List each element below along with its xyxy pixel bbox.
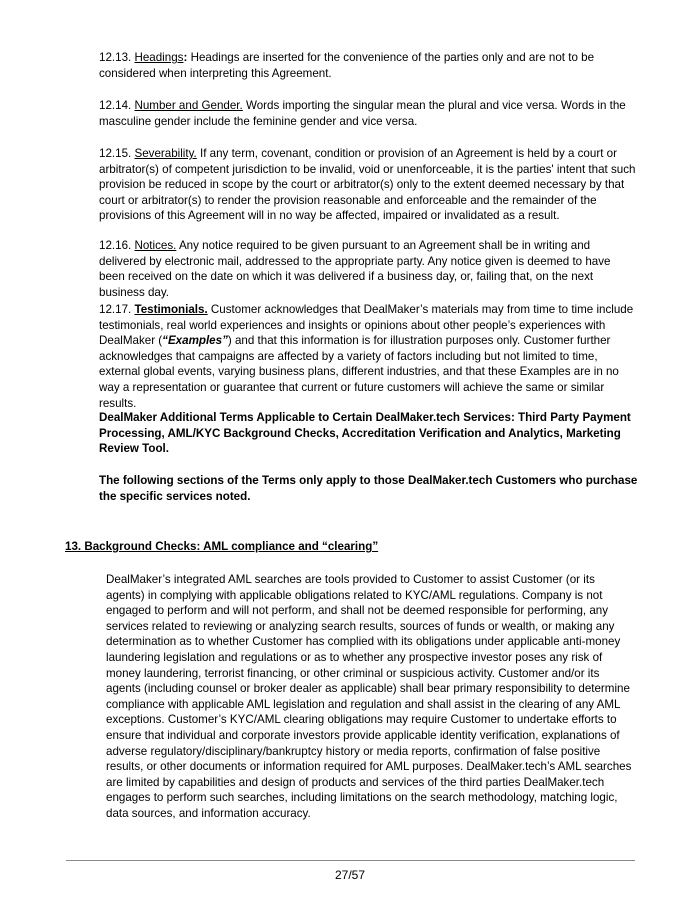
clause-heading: Headings — [134, 51, 184, 64]
clause-text: Headings are inserted for the convenience of the parties only and are not to be considered when interpreting this Agreement. — [99, 51, 595, 80]
clause-text: Any notice required to be given pursuant to an Agreement shall be in writing and delivered by electronic mail, addressed to the appropriate party. Any notice given is deemed to have been received on the date on which it was delivered if a business day, or, failing that, on the next business day. — [99, 239, 611, 299]
section-13-body: DealMaker’s integrated AML searches are tools provided to Customer to assist Customer (or its agents) in complying with applicable obligations related to KYC/AML regulations. Company is not engaged to perform and will not perform, and shall not be deemed responsible for performing, any services related to reviewing or analyzing search results, sources of funds or wealth, or making any determination as to whether Customer has complied with its obligations under applicable anti-money laundering legislation and regulations or as to whether any prospective investor poses any risk of money laundering, terrorist financing, or other criminal or suspicious activity. Customer and/or its agents (including counsel or broker dealer as applicable) shall bear primary responsibility to determine compliance with applicable AML legislation and regulation and shall assist in the clearing of any AML exceptions. Customer’s KYC/AML clearing obligations may require Customer to undertake efforts to ensure that individual and corporate investors provide applicable identity verification, explanations of adverse regulatory/disciplinary/bankruptcy history or media reports, confirmation of false positive results, or other documents or information required for AML purposes. DealMaker.tech’s AML searches are limited by capabilities and design of products and services of the third parties DealMaker.tech engages to perform such searches, including limitations on the search methodology, matching logic, data sources, and information accuracy. — [106, 573, 632, 820]
clause-number: 12.15. — [99, 147, 132, 160]
clause-12-14 — [99, 98, 639, 129]
clause-12-17 — [99, 302, 639, 411]
additional-terms-heading: DealMaker Additional Terms Applicable to Certain DealMaker.tech Services: Third Party Payment Processing, AML/KYC Background Checks, Accreditation Verification and Analytics, Marketing Review Tool. — [99, 411, 631, 456]
clause-heading: Number and Gender. — [134, 99, 243, 112]
section-13-heading: 13. Background Checks: AML compliance and “clearing” — [65, 540, 379, 553]
clause-12-13 — [99, 50, 639, 81]
clause-number: 12.17. — [99, 303, 132, 316]
clause-heading: Notices. — [134, 239, 177, 252]
clause-number: 12.14. — [99, 99, 132, 112]
clause-number: 12.13. — [99, 51, 132, 64]
clause-12-16 — [99, 238, 639, 300]
clause-heading: Severability. — [134, 147, 197, 160]
clause-number: 12.16. — [99, 239, 132, 252]
heading-colon: : — [183, 51, 188, 64]
clause-12-15 — [99, 146, 639, 224]
defined-term: “Examples” — [162, 334, 228, 348]
applicability-note: The following sections of the Terms only apply to those DealMaker.tech Customers who purchase the specific services noted. — [99, 474, 638, 503]
footer-divider — [66, 860, 635, 861]
clause-text: If any term, covenant, condition or provision of an Agreement is held by a court or arbitrator(s) of competent jurisdiction to be invalid, void or unenforceable, it is the parties' intent that such provision be reduced in scope by the court or arbitrator(s) only to the extent deemed necessary by that court or arbitrator(s) to render the provision reasonable and enforceable and the remainder of the provisions of this Agreement will in no way be affected, impaired or invalidated as a result. — [99, 147, 636, 223]
clause-heading: Testimonials. — [134, 303, 208, 316]
clause-text: Words importing the singular mean the plural and vice versa. Words in the masculine gender include the feminine gender and vice versa. — [99, 99, 626, 128]
clause-text-before: Customer acknowledges that DealMaker’s materials may from time to time include testimonials, real world experiences and insights or opinions about other people’s experiences with DealMaker ( — [99, 303, 634, 348]
clause-text-after: ) and that this information is for illustration purposes only. Customer further acknowledges that campaigns are affected by a variety of factors including but not limited to time, external global events, varying business plans, different industries, and that these Examples are in no way a representation or guarantee that current or future customers will achieve the same or similar results. — [99, 334, 619, 410]
page-number: 27/57 — [334, 868, 366, 882]
